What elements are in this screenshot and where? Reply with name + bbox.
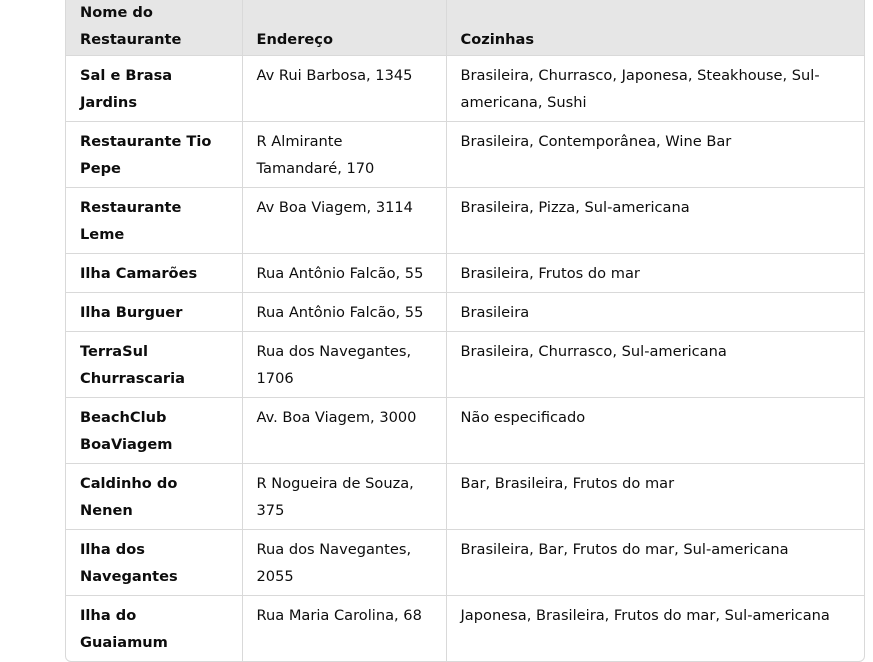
- table-row: [66, 464, 864, 530]
- restaurant-name-cell: Sal e Brasa Jardins: [66, 56, 242, 122]
- cuisines-cell: Brasileira, Pizza, Sul-americana: [446, 188, 864, 254]
- cuisines-cell: Brasileira, Contemporânea, Wine Bar: [446, 122, 864, 188]
- table-header: [66, 0, 864, 56]
- table-row: [66, 332, 864, 398]
- table-row: [66, 293, 864, 332]
- restaurant-table: [66, 0, 864, 661]
- restaurant-name-cell: Caldinho do Nenen: [66, 464, 242, 530]
- cuisines-cell: Brasileira: [446, 293, 864, 332]
- cuisines-cell: Brasileira, Frutos do mar: [446, 254, 864, 293]
- table-row: [66, 398, 864, 464]
- table-row: [66, 530, 864, 596]
- address-cell: Rua Maria Carolina, 68: [242, 596, 446, 662]
- address-cell: Av Boa Viagem, 3114: [242, 188, 446, 254]
- restaurant-name-cell: Ilha Burguer: [66, 293, 242, 332]
- table-header-row: [66, 0, 864, 56]
- cuisines-cell: Não especificado: [446, 398, 864, 464]
- table-row: [66, 56, 864, 122]
- cuisines-cell: Brasileira, Bar, Frutos do mar, Sul-americana: [446, 530, 864, 596]
- table-row: [66, 596, 864, 662]
- address-cell: R Nogueira de Souza, 375: [242, 464, 446, 530]
- cuisines-cell: Brasileira, Churrasco, Sul-americana: [446, 332, 864, 398]
- restaurant-name-cell: Ilha Camarões: [66, 254, 242, 293]
- table-row: [66, 188, 864, 254]
- cuisines-cell: Japonesa, Brasileira, Frutos do mar, Sul-americana: [460, 607, 830, 624]
- address-cell: Rua dos Navegantes, 2055: [242, 530, 446, 596]
- address-cell: R Almirante Tamandaré, 170: [242, 122, 446, 188]
- restaurant-name-cell: Ilha dos Navegantes: [66, 530, 242, 596]
- address-cell: Rua dos Navegantes, 1706: [242, 332, 446, 398]
- cuisines-cell: Bar, Brasileira, Frutos do mar: [446, 464, 864, 530]
- address-cell: Av. Boa Viagem, 3000: [242, 398, 446, 464]
- address-cell: Rua Antônio Falcão, 55: [242, 254, 446, 293]
- address-cell: Av Rui Barbosa, 1345: [242, 56, 446, 122]
- restaurant-name-cell: Ilha do Guaiamum: [66, 596, 242, 662]
- column-header-cuisines: Cozinhas: [446, 0, 864, 56]
- restaurant-name-cell: Restaurante Leme: [66, 188, 242, 254]
- table-row: [66, 122, 864, 188]
- address-cell: Rua Antônio Falcão, 55: [242, 293, 446, 332]
- table-row: [66, 254, 864, 293]
- restaurant-name-cell: Restaurante Tio Pepe: [66, 122, 242, 188]
- column-header-address: Endereço: [242, 0, 446, 56]
- column-header-name: Nome do Restaurante: [66, 0, 242, 56]
- restaurant-name-cell: TerraSul Churrascaria: [66, 332, 242, 398]
- restaurant-table-container: [65, 0, 865, 662]
- cuisines-cell: Brasileira, Churrasco, Japonesa, Steakhouse, Sul-americana, Sushi: [446, 56, 864, 122]
- restaurant-name-cell: BeachClub BoaViagem: [66, 398, 242, 464]
- table-body: [66, 56, 864, 662]
